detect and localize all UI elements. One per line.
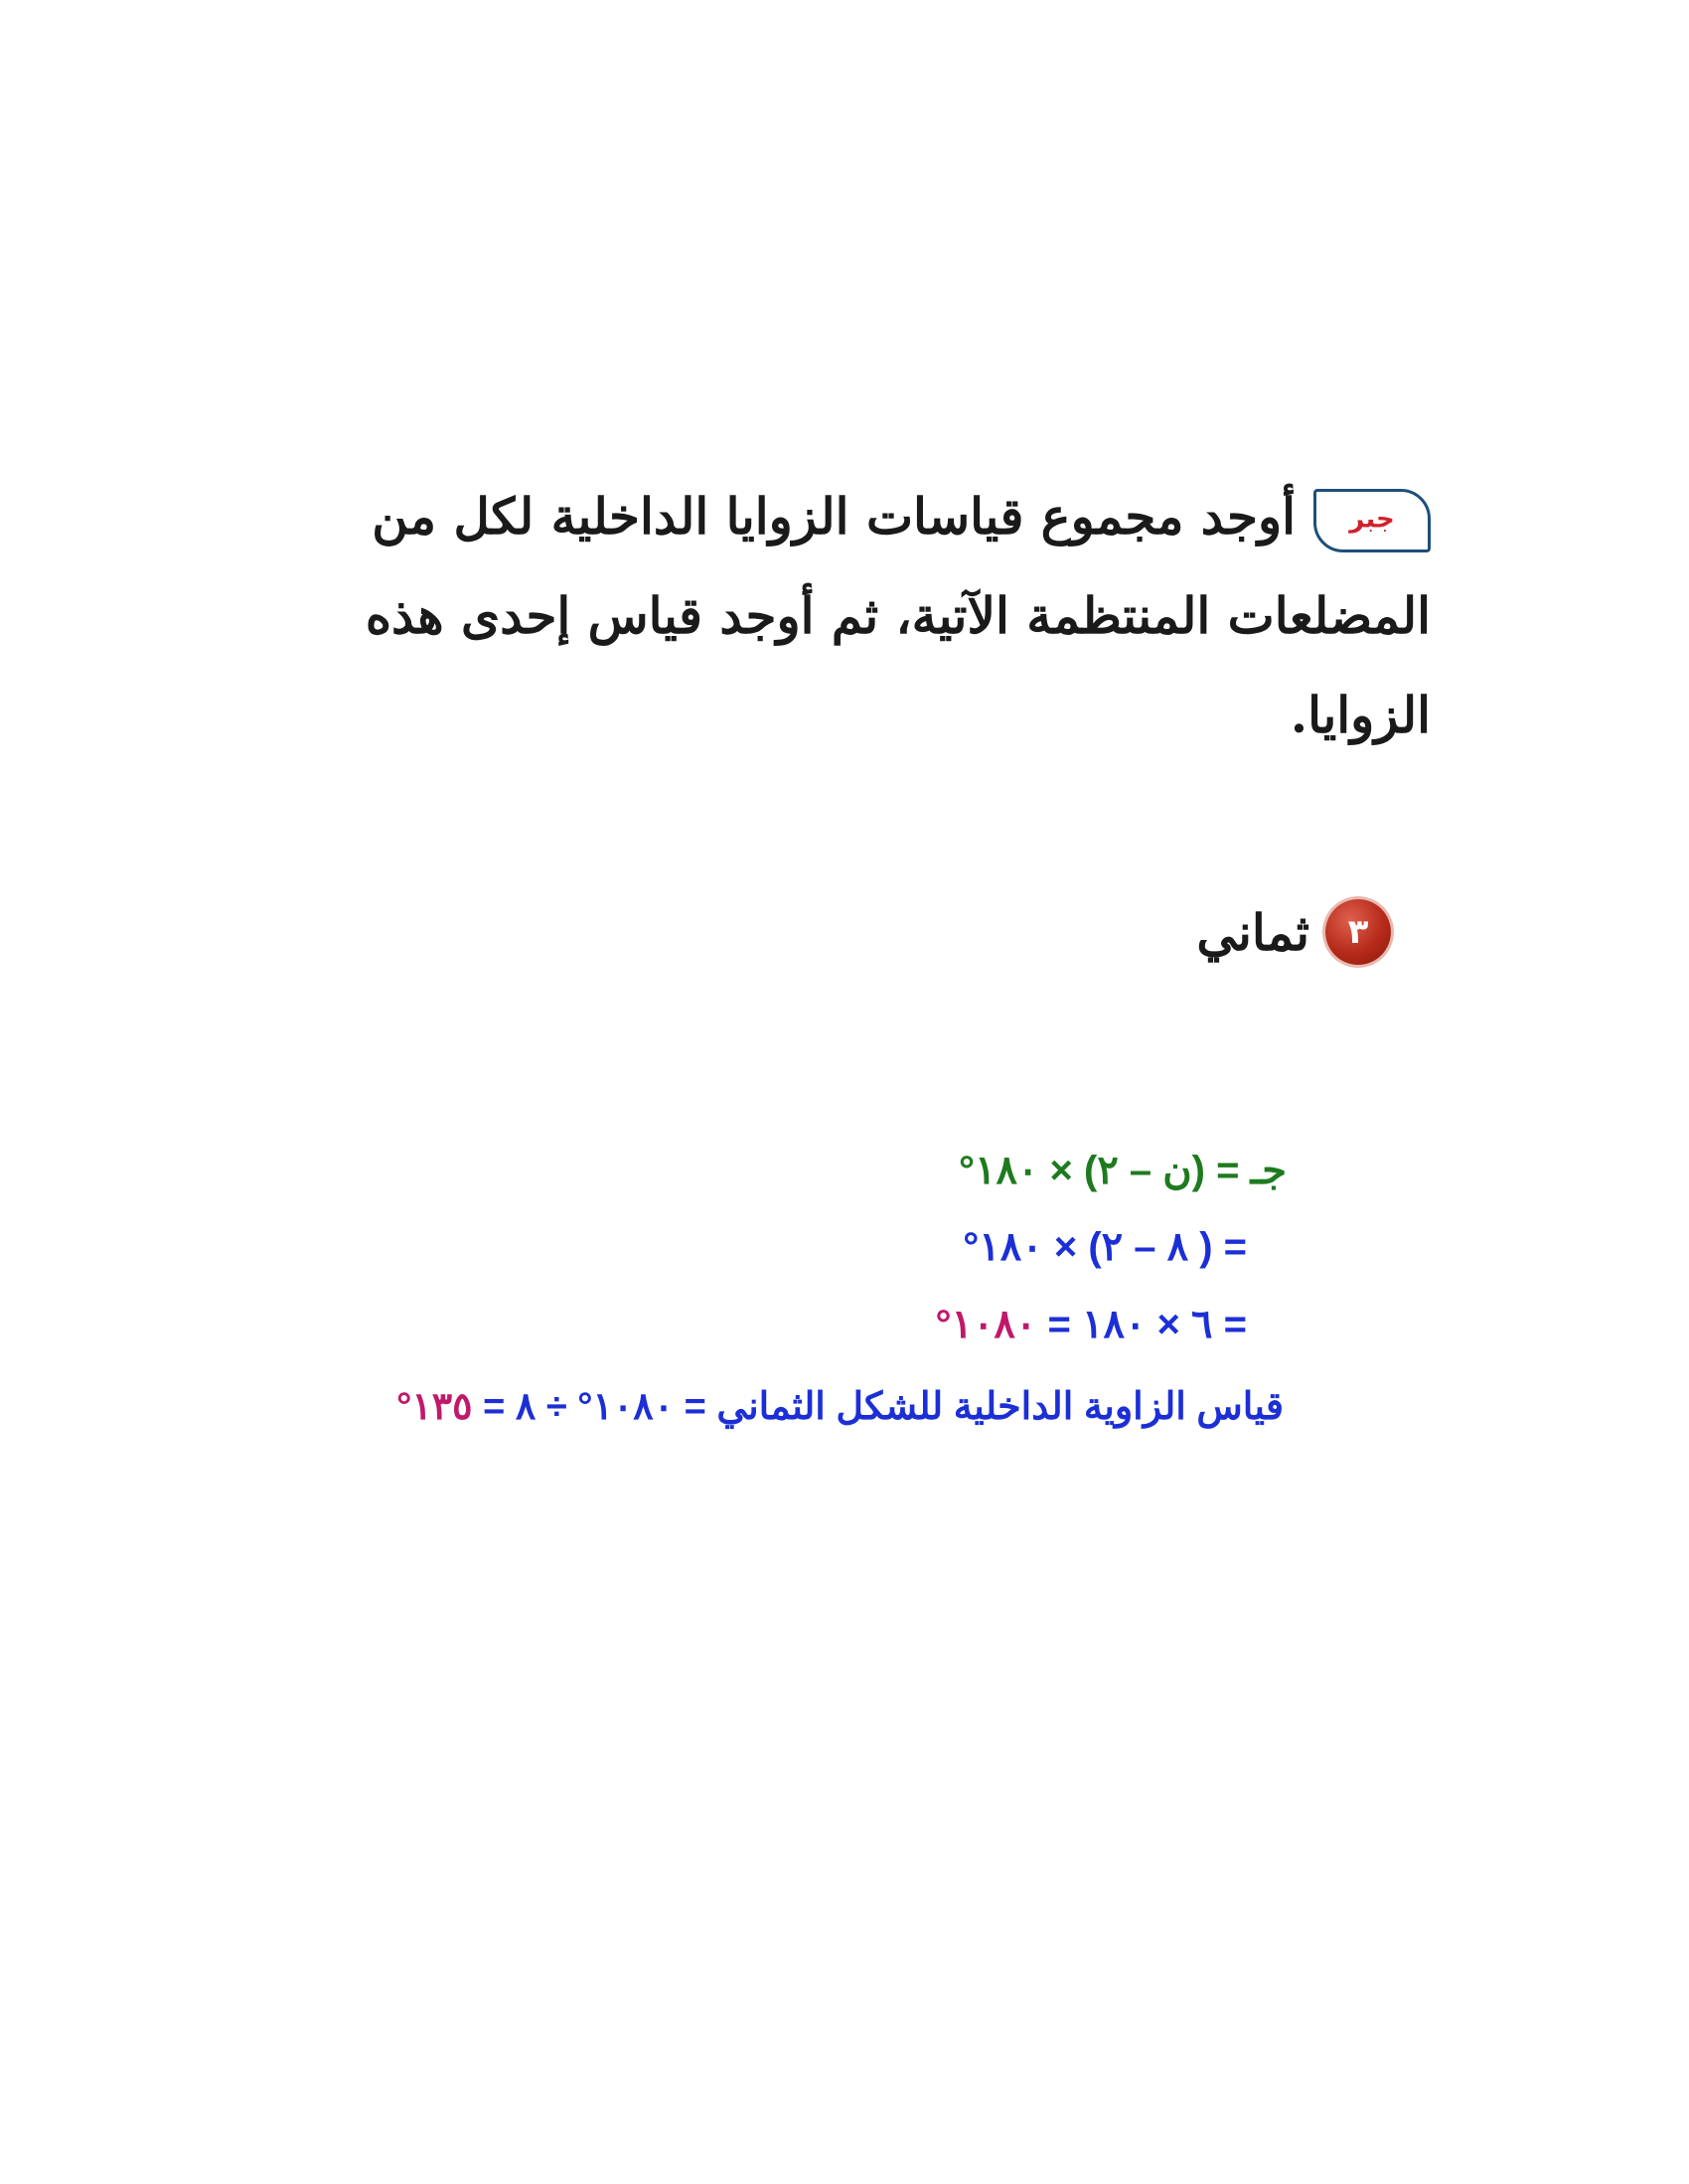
algebra-tag-label: جبر <box>1349 504 1395 535</box>
solution-final <box>396 1384 1284 1429</box>
algebra-tag-icon <box>1313 489 1431 552</box>
solution-final-prefix: قياس الزاوية الداخلية للشكل الثماني = ١٠٨٠° ÷ ٨ = <box>472 1386 1284 1428</box>
exercise-item <box>1093 899 1391 979</box>
solution-step-3-result: ١٠٨٠° <box>935 1303 1037 1346</box>
solution-formula: جـ = (ن – ٢) × ١٨٠° <box>958 1149 1287 1192</box>
problem-text-1: أوجد مجموع قياسات الزوايا الداخلية لكل من <box>372 487 1296 546</box>
problem-line-2: المضلعات المنتظمة الآتية، ثم أوجد قياس إحدى هذه <box>365 586 1431 645</box>
problem-line-3: الزوايا. <box>1290 686 1431 744</box>
solution-step-3-prefix: = ٦ × ١٨٠ = <box>1036 1303 1247 1346</box>
problem-statement <box>365 467 1431 765</box>
solution-step-2: = ( ٨ – ٢) × ١٨٠° <box>963 1225 1247 1269</box>
solution-final-result: ١٣٥° <box>396 1386 473 1428</box>
problem-line-1 <box>372 467 1431 566</box>
number-badge-icon: ٣ <box>1325 899 1391 965</box>
exercise-label: ثماني <box>1196 902 1309 962</box>
solution-step-3 <box>935 1302 1247 1347</box>
